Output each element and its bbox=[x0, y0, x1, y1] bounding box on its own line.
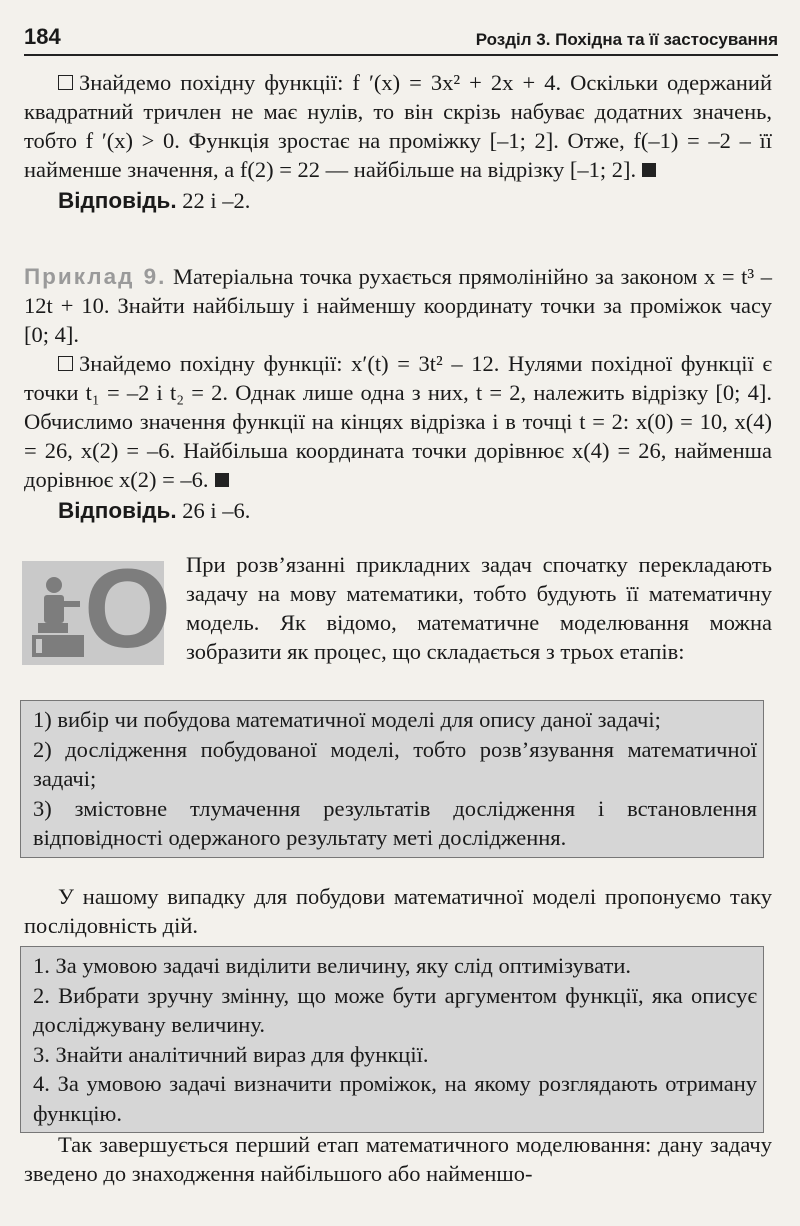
page-header bbox=[24, 14, 778, 56]
solution-start-icon bbox=[58, 75, 73, 90]
solution-paragraph: Знайдемо похідну функції: f ′(x) = 3x² + 2x + 4. Оскільки одержаний квадратний тричлен не має нулів, то він скрізь набуває додатних значень, тобто f ′(x) > 0. Функція зростає на проміжку [–1; 2]. Отже, f(–1) = –2 – її найменше значення, а f(2) = 22 — найбільше на відрізку [–1; 2]. bbox=[24, 70, 772, 182]
answer-value: 26 і –6. bbox=[182, 498, 251, 523]
transition-paragraph: У нашому випадку для побудови математичної моделі пропонуємо таку послідовність дій. bbox=[24, 884, 772, 938]
example-solution: Знайдемо похідну функції: x′(t) = 3t² – 12. Нулями похідної функції є точки t₁ = –2 і t₂ = 2. Однак лише одна з них, t = 2, належить відрізку [0; 4]. Обчислимо значення функції на кінцях відрізка і в точці t = 2: x(0) = 10, x(4) = 26, x(2) = –6. Найбільша координата точки дорівнює x(4) = 26, найменша дорівнює x(2) = –6. bbox=[24, 351, 772, 492]
intro-paragraph: При розв’язанні прикладних задач спочатку перекладають задачу на мову математики, тобто будують її математичну модель. Як відомо, математичне моделювання можна зобразити як процес, що складається з трьох етапів: bbox=[186, 552, 772, 664]
solution-block-1 bbox=[24, 68, 772, 215]
answer-label: Відповідь. bbox=[58, 188, 177, 213]
end-of-proof-icon bbox=[642, 163, 656, 177]
list-item: 2) дослідження побудованої моделі, тобто розв’язування математичної задачі; bbox=[33, 736, 757, 791]
list-item: 1) вибір чи побудова математичної моделі для опису даної задачі; bbox=[33, 707, 661, 732]
person-at-desk-icon bbox=[28, 575, 88, 661]
answer-label: Відповідь. bbox=[58, 498, 177, 523]
list-item: 3) змістовне тлумачення результатів дослідження і встановлення відповідності одержаного результату меті дослідження. bbox=[33, 795, 757, 850]
list-item: 4. За умовою задачі визначити проміжок, на якому розглядають отриману функцію. bbox=[33, 1071, 757, 1126]
example-label: Приклад 9. bbox=[24, 264, 167, 289]
solution-start-icon bbox=[58, 356, 73, 371]
example-9 bbox=[24, 262, 772, 525]
stages-box bbox=[20, 700, 764, 858]
answer-line-2 bbox=[24, 496, 772, 525]
method-icon bbox=[22, 546, 172, 671]
closing-paragraph: Так завершується перший етап математичного моделювання: дану задачу зведено до знаходження найбільшого або найменшо- bbox=[24, 1132, 772, 1186]
method-letter: O bbox=[84, 546, 172, 671]
answer-line-1 bbox=[24, 186, 772, 215]
list-item: 1. За умовою задачі виділити величину, яку слід оптимізувати. bbox=[33, 953, 632, 978]
page-number: 184 bbox=[24, 24, 61, 49]
answer-value: 22 і –2. bbox=[182, 188, 251, 213]
list-item: 3. Знайти аналітичний вираз для функції. bbox=[33, 1041, 429, 1067]
list-item: 2. Вибрати зручну змінну, що може бути аргументом функції, яка описує досліджувану величину. bbox=[33, 982, 757, 1037]
example-statement: Приклад 9. Матеріальна точка рухається прямолінійно за законом x = t³ – 12t + 10. Знайти найбільшу і найменшу координату точки за проміжок часу [0; 4]. bbox=[24, 264, 773, 347]
steps-box bbox=[20, 946, 764, 1133]
end-of-proof-icon bbox=[215, 473, 229, 487]
running-head: Розділ 3. Похідна та її застосування bbox=[475, 30, 778, 49]
